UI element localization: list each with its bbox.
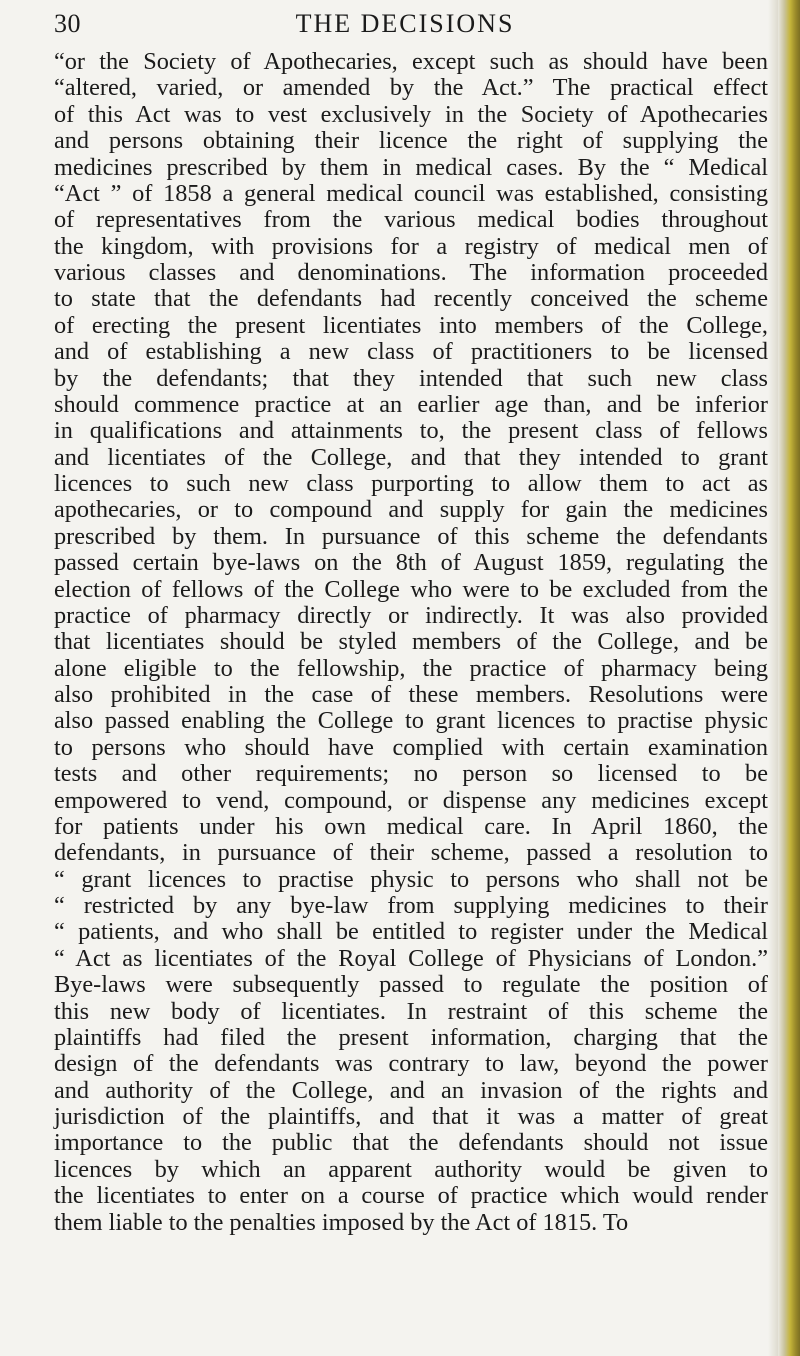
text-line: of erecting the present licentiates into members of the College, [54, 311, 768, 339]
text-line: them liable to the penalties imposed by the Act of 1815. To [54, 1208, 629, 1236]
text-line: design of the defendants was contrary to law, beyond the power [54, 1050, 768, 1078]
text-line: this new body of licentiates. In restraint of this scheme the [54, 997, 768, 1025]
book-binding-edge [778, 0, 800, 1356]
text-line: plaintiffs had filed the present information, charging that the [54, 1023, 768, 1051]
running-head: THE DECISIONS [295, 9, 515, 38]
text-line: “ Act as licentiates of the Royal College of Physicians of London.” [54, 944, 768, 972]
text-line: to persons who should have complied with certain examination [54, 733, 768, 761]
text-line: apothecaries, or to compound and supply for gain the medicines [54, 496, 768, 524]
page-number: 30 [54, 9, 81, 38]
text-line: should commence practice at an earlier age than, and be inferior [54, 390, 768, 418]
text-line: also passed enabling the College to grant licences to practise physic [54, 707, 768, 735]
text-line: in qualifications and attainments to, the present class of fellows [54, 417, 768, 445]
text-line: licences to such new class purporting to allow them to act as [54, 470, 768, 497]
text-line: practice of pharmacy directly or indirectly. It was also provided [54, 601, 768, 629]
text-line: licences by which an apparent authority would be given to [54, 1155, 768, 1183]
text-line: “or the Society of Apothecaries, except such as should have been [54, 48, 768, 75]
text-line: “Act ” of 1858 a general medical council was established, consisting [54, 179, 768, 207]
text-line: “ patients, and who shall be entitled to register under the Medical [54, 918, 768, 946]
text-line: election of fellows of the College who were to be excluded from the [54, 575, 768, 603]
text-line: “ restricted by any bye-law from supplying medicines to their [54, 892, 768, 919]
text-line: and of establishing a new class of practitioners to be licensed [54, 338, 768, 366]
binding-shadow [768, 0, 778, 1356]
text-line: defendants, in pursuance of their scheme, passed a resolution to [54, 839, 768, 867]
text-line: alone eligible to the fellowship, the practice of pharmacy being [54, 654, 768, 682]
text-line: medicines prescribed by them in medical cases. By the “ Medical [54, 153, 768, 181]
text-line: and licentiates of the College, and that they intended to grant [54, 443, 768, 471]
text-line: the kingdom, with provisions for a registry of medical men of [54, 232, 768, 260]
text-line: “altered, varied, or amended by the Act.” The practical effect [54, 74, 768, 102]
text-line: for patients under his own medical care. In April 1860, the [54, 812, 768, 840]
text-line: the licentiates to enter on a course of practice which would render [54, 1182, 768, 1210]
text-line: that licentiates should be styled members of the College, and be [54, 628, 768, 656]
text-line: and persons obtaining their licence the right of supplying the [54, 127, 768, 155]
text-line: prescribed by them. In pursuance of this scheme the defendants [54, 522, 768, 550]
text-line: tests and other requirements; no person so licensed to be [54, 760, 768, 788]
text-line: “ grant licences to practise physic to persons who shall not be [54, 865, 768, 893]
text-line: of this Act was to vest exclusively in the Society of Apothecaries [54, 100, 768, 128]
text-line: by the defendants; that they intended that such new class [54, 364, 768, 392]
body-text [54, 49, 768, 1236]
text-line: various classes and denominations. The information proceeded [54, 259, 768, 286]
text-line: of representatives from the various medical bodies throughout [54, 206, 768, 234]
text-line: importance to the public that the defendants should not issue [54, 1129, 768, 1157]
text-line: to state that the defendants had recently conceived the scheme [54, 285, 768, 313]
text-line: jurisdiction of the plaintiffs, and that it was a matter of great [54, 1103, 768, 1130]
text-line: Bye-laws were subsequently passed to regulate the position of [54, 971, 768, 999]
text-line: passed certain bye-laws on the 8th of August 1859, regulating the [54, 549, 768, 577]
text-line: empowered to vend, compound, or dispense any medicines except [54, 786, 768, 814]
text-line: and authority of the College, and an invasion of the rights and [54, 1076, 768, 1104]
page-header [54, 4, 768, 44]
text-line: also prohibited in the case of these members. Resolutions were [54, 681, 768, 708]
